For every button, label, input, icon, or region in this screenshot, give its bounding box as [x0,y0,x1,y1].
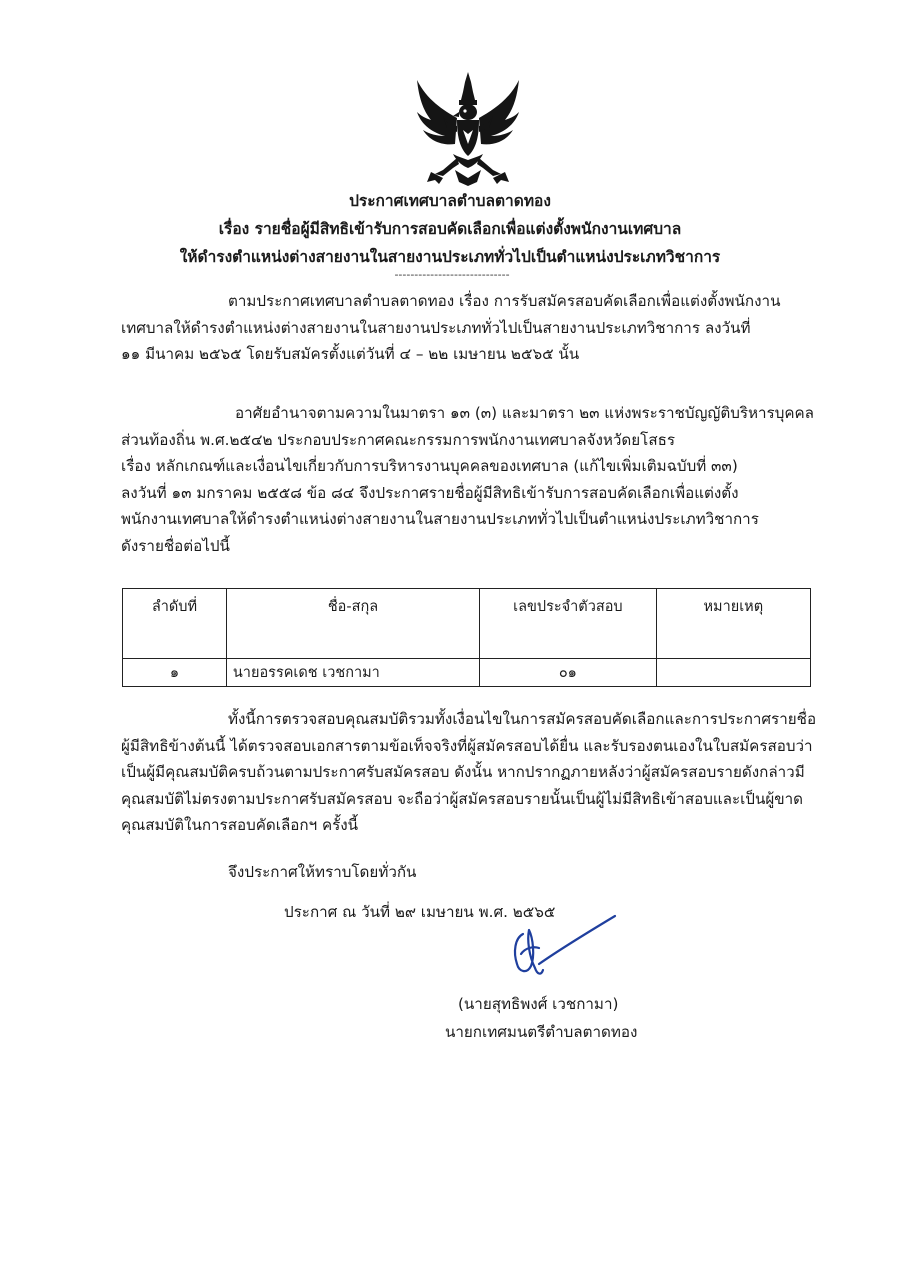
announcement-date: ประกาศ ณ วันที่ ๒๙ เมษายน พ.ศ. ๒๕๖๕ [284,903,556,921]
paragraph-line: ๑๑ มีนาคม ๒๕๖๕ โดยรับสมัครตั้งแต่วันที่ ๔ – ๒๒ เมษายน ๒๕๖๕ นั้น [121,345,580,363]
paragraph-line: ผู้มีสิทธิข้างต้นนี้ ได้ตรวจสอบเอกสารตามข้อเท็จจริงที่ผู้สมัครสอบได้ยื่น และรับรองตนเองในใบสมัครสอบว่า [121,736,813,755]
paragraph-line: ส่วนท้องถิ่น พ.ศ.๒๕๔๒ ประกอบประกาศคณะกรรมการพนักงานเทศบาลจังหวัดยโสธร [121,430,676,449]
paragraph-line: อาศัยอำนาจตามความในมาตรา ๑๓ (๓) และมาตรา ๒๓ แห่งพระราชบัญญัติบริหารบุคคล [235,404,814,422]
paragraph-authority [121,400,821,559]
handwritten-signature-icon [503,912,623,984]
paragraph-line: ทั้งนี้การตรวจสอบคุณสมบัติรวมทั้งเงื่อนไขในการสมัครสอบคัดเลือกและการประกาศรายชื่อ [228,710,817,728]
cell-order: ๑ [123,659,227,687]
cell-exam-id: ๐๑ [480,659,657,687]
paragraph-line: พนักงานเทศบาลให้ดำรงตำแหน่งต่างสายงานในสายงานประเภททั่วไปเป็นตำแหน่งประเภทวิชาการ [121,510,759,528]
document-subject-continued: ให้ดำรงตำแหน่งต่างสายงานในสายงานประเภททั่วไปเป็นตำแหน่งประเภทวิชาการ [179,248,721,266]
table-row [123,659,811,687]
column-header-order: ลำดับที่ [123,589,227,659]
paragraph-line: เทศบาลให้ดำรงตำแหน่งต่างสายงานในสายงานประเภททั่วไปเป็นสายงานประเภทวิชาการ ลงวันที่ [121,318,751,337]
paragraph-line: ดังรายชื่อต่อไปนี้ [121,536,230,555]
paragraph-line: เรื่อง หลักเกณฑ์และเงื่อนไขเกี่ยวกับการบริหารงานบุคคลของเทศบาล (แก้ไขเพิ่มเติมฉบับที่ ๓๓) [121,457,738,475]
paragraph-line: ลงวันที่ ๑๓ มกราคม ๒๕๕๘ ข้อ ๘๔ จึงประกาศรายชื่อผู้มีสิทธิเข้ารับการสอบคัดเลือกเพื่อแต่งตั้ง [121,483,739,502]
column-header-note: หมายเหตุ [656,589,810,659]
column-header-name: ชื่อ-สกุล [226,589,479,659]
column-header-exam-id: เลขประจำตัวสอบ [480,589,657,659]
table-header-row [123,589,811,659]
cell-note [656,659,810,687]
paragraph-line: คุณสมบัติในการสอบคัดเลือกฯ ครั้งนี้ [121,816,359,834]
garuda-emblem-icon [413,70,523,188]
announce-statement: จึงประกาศให้ทราบโดยทั่วกัน [228,863,417,881]
signer-name: (นายสุทธิพงศ์ เวชกามา) [458,995,619,1013]
paragraph-line: เป็นผู้มีคุณสมบัติครบถ้วนตามประกาศรับสมัครสอบ ดังนั้น หากปรากฏภายหลังว่าผู้สมัครสอบรายดังกล่าวมี [121,763,805,781]
document-title: ประกาศเทศบาลตำบลตาดทอง [349,192,551,210]
paragraph-conditions [121,706,821,839]
paragraph-line: ตามประกาศเทศบาลตำบลตาดทอง เรื่อง การรับสมัครสอบคัดเลือกเพื่อแต่งตั้งพนักงาน [228,292,781,310]
cell-name: นายอรรคเดช เวชกามา [226,659,479,687]
document-subject: เรื่อง รายชื่อผู้มีสิทธิเข้ารับการสอบคัดเลือกเพื่อแต่งตั้งพนักงานเทศบาล [218,220,682,238]
paragraph-reference [121,288,821,368]
paragraph-line: คุณสมบัติไม่ตรงตามประกาศรับสมัครสอบ จะถือว่าผู้สมัครสอบรายนั้นเป็นผู้ไม่มีสิทธิเข้าสอบและเป็นผู้ขาด [121,789,803,808]
title-divider: ----------------------------- [394,268,510,281]
signer-position: นายกเทศมนตรีตำบลตาดทอง [445,1023,638,1041]
candidate-table [122,588,811,687]
